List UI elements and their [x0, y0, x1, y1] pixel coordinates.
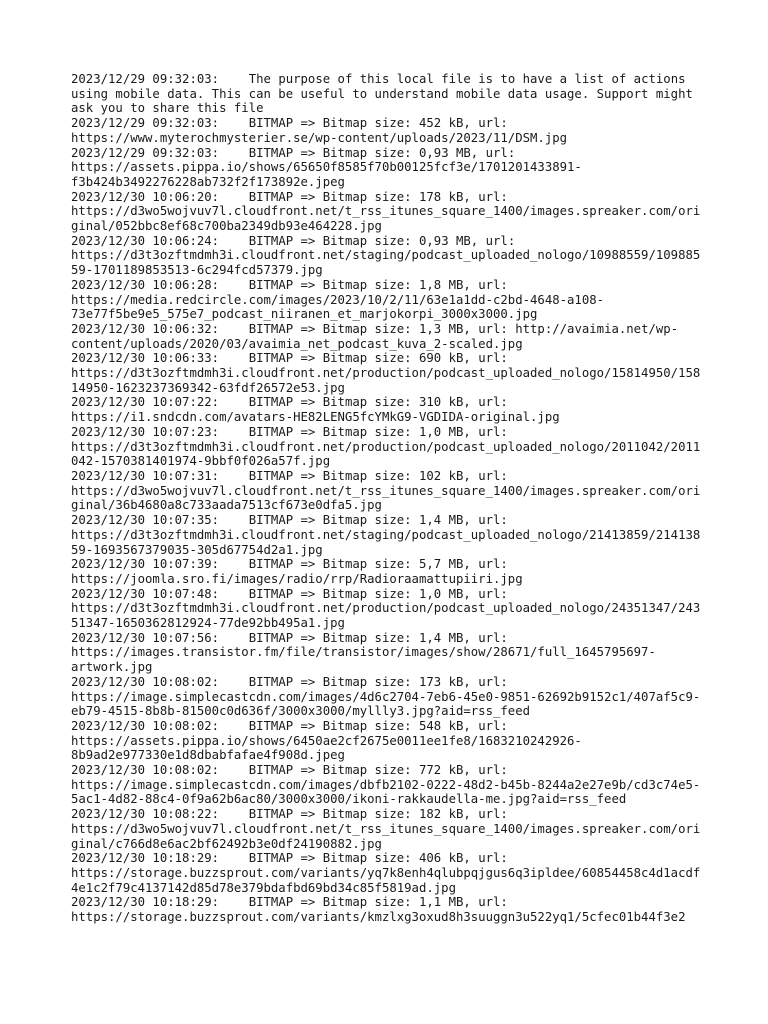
log-timestamp: 2023/12/30 10:06:33:: [71, 351, 220, 366]
log-timestamp: 2023/12/30 10:07:56:: [71, 630, 220, 645]
log-entry: [71, 763, 701, 807]
log-message: BITMAP => Bitmap size: 1,8 MB, url: https://media.redcircle.com/images/2023/10/2/11/63e1a1dd-c2bd-4648-a108-73e77f5be9e5_575e7_podcast_niiranen_et_marjokorpi_3000x3000.jpg: [71, 277, 605, 322]
log-entry: [71, 631, 701, 675]
log-separator: [219, 234, 249, 248]
log-message: BITMAP => Bitmap size: 178 kB, url: https://d3wo5wojvuv7l.cloudfront.net/t_rss_itunes_square_1400/images.spreaker.com/original/052bbc8ef68c700ba2349db93e464228.jpg: [71, 189, 701, 234]
log-entry: [71, 351, 701, 395]
log-entry: [71, 469, 701, 513]
log-separator: [219, 513, 249, 527]
log-timestamp: 2023/12/30 10:18:29:: [71, 851, 220, 866]
log-entry: [71, 190, 701, 234]
log-timestamp: 2023/12/30 10:06:28:: [71, 277, 220, 292]
log-timestamp: 2023/12/30 10:18:29:: [71, 895, 220, 910]
log-message: The purpose of this local file is to have a list of actions using mobile data. This can be useful to understand mobile data usage. Support might ask you to share this file: [71, 72, 701, 116]
log-separator: [219, 763, 249, 777]
log-message: BITMAP => Bitmap size: 102 kB, url: https://d3wo5wojvuv7l.cloudfront.net/t_rss_itunes_square_1400/images.spreaker.com/original/36b4680a8c733aada7513cf673e0dfa5.jpg: [71, 468, 701, 513]
log-message: BITMAP => Bitmap size: 0,93 MB, url: https://d3t3ozftmdmh3i.cloudfront.net/staging/podcast_uploaded_nologo/10988559/10988559-1701189853513-6c294fcd57379.jpg: [71, 233, 701, 278]
log-separator: [219, 278, 249, 292]
log-entry: [71, 116, 701, 145]
log-message: BITMAP => Bitmap size: 5,7 MB, url: https://joomla.sro.fi/images/radio/rrp/Radioraamattupiiri.jpg: [71, 557, 523, 586]
log-separator: [219, 351, 249, 365]
log-timestamp: 2023/12/30 10:07:22:: [71, 395, 220, 410]
log-separator: [219, 719, 249, 733]
log-separator: [219, 895, 249, 909]
log-timestamp: 2023/12/30 10:06:20:: [71, 189, 220, 204]
log-timestamp: 2023/12/30 10:07:39:: [71, 557, 220, 572]
log-timestamp: 2023/12/30 10:07:48:: [71, 586, 220, 601]
log-message: BITMAP => Bitmap size: 173 kB, url: https://image.simplecastcdn.com/images/4d6c2704-7eb6-45e0-9851-62692b9152c1/407af5c9-eb79-4515-8b8b-81500c0d636f/3000x3000/myllly3.jpg?aid=rss_feed: [71, 674, 701, 719]
log-entry: [71, 587, 701, 631]
log-timestamp: 2023/12/30 10:07:31:: [71, 468, 220, 483]
log-timestamp: 2023/12/30 10:07:23:: [71, 424, 220, 439]
log-entry: [71, 146, 701, 190]
log-message: BITMAP => Bitmap size: 452 kB, url: https://www.myterochmysterier.se/wp-content/uploads/2023/11/DSM.jpg: [71, 116, 568, 145]
log-separator: [219, 425, 249, 439]
log-timestamp: 2023/12/30 10:07:35:: [71, 513, 220, 528]
log-separator: [219, 395, 249, 409]
log-message: BITMAP => Bitmap size: 1,3 MB, url: http://avaimia.net/wp-content/uploads/2020/03/avaimia_net_podcast_kuva_2-scaled.jpg: [71, 321, 679, 351]
log-file-content: [71, 72, 701, 925]
log-entry: [71, 395, 701, 424]
log-timestamp: 2023/12/29 09:32:03:: [71, 72, 220, 86]
log-separator: [219, 587, 249, 601]
log-message: BITMAP => Bitmap size: 1,4 MB, url: https://d3t3ozftmdmh3i.cloudfront.net/staging/podcast_uploaded_nologo/21413859/21413859-1693567379035-305d67754d2a1.jpg: [71, 513, 701, 557]
log-message: BITMAP => Bitmap size: 406 kB, url: https://storage.buzzsprout.com/variants/yq7k8enh4qlubpqjgus6q3ipldee/60854458c4d1acdf4e1c2f79c4137142d85d78e379bdafbd69bd34c85f5819ad.jpg: [71, 851, 701, 895]
log-entry: [71, 719, 701, 763]
log-message: BITMAP => Bitmap size: 548 kB, url: https://assets.pippa.io/shows/6450ae2cf2675e0011ee1fe8/1683210242926-8b9ad2e977330e1d8dbabfafae4f908d.jpeg: [71, 718, 582, 763]
log-entry: [71, 72, 701, 116]
log-separator: [219, 631, 249, 645]
log-entry: [71, 851, 701, 895]
log-entry: [71, 234, 701, 278]
log-entry: [71, 807, 701, 851]
log-separator: [219, 851, 249, 865]
log-separator: [219, 116, 249, 130]
log-message: BITMAP => Bitmap size: 1,4 MB, url: https://images.transistor.fm/file/transistor/images/show/28671/full_1645795697-artwork.jpg: [71, 630, 656, 675]
log-separator: [219, 469, 249, 483]
log-message: BITMAP => Bitmap size: 0,93 MB, url: https://assets.pippa.io/shows/65650f8585f70b00125fcf3e/1701201433891-f3b424b3492276228ab732f2f173892e.jpeg: [71, 145, 582, 189]
log-timestamp: 2023/12/30 10:06:32:: [71, 321, 220, 336]
log-message: BITMAP => Bitmap size: 690 kB, url: https://d3t3ozftmdmh3i.cloudfront.net/production/podcast_uploaded_nologo/15814950/15814950-1623237369342-63fdf26572e53.jpg: [71, 351, 701, 395]
log-timestamp: 2023/12/30 10:06:24:: [71, 233, 220, 248]
log-separator: [219, 190, 249, 204]
log-message: BITMAP => Bitmap size: 1,0 MB, url: https://d3t3ozftmdmh3i.cloudfront.net/production/podcast_uploaded_nologo/2011042/2011042-1570381401974-9bbf0f026a57f.jpg: [71, 424, 701, 469]
log-separator: [219, 72, 249, 86]
log-separator: [219, 675, 249, 689]
log-message: BITMAP => Bitmap size: 310 kB, url: https://i1.sndcdn.com/avatars-HE82LENG5fcYMkG9-VGDIDA-original.jpg: [71, 395, 560, 425]
log-entry: [71, 895, 701, 924]
log-timestamp: 2023/12/30 10:08:02:: [71, 674, 220, 689]
log-entry: [71, 557, 701, 586]
log-timestamp: 2023/12/30 10:08:22:: [71, 807, 220, 822]
log-separator: [219, 557, 249, 571]
log-entry: [71, 278, 701, 322]
log-separator: [219, 322, 249, 336]
log-message: BITMAP => Bitmap size: 182 kB, url: https://d3wo5wojvuv7l.cloudfront.net/t_rss_itunes_square_1400/images.spreaker.com/original/c766d8e6ac2bf62492b3e0df24190882.jpg: [71, 807, 701, 851]
log-entry: [71, 322, 701, 351]
log-timestamp: 2023/12/29 09:32:03:: [71, 145, 220, 160]
log-entry: [71, 675, 701, 719]
log-separator: [219, 807, 249, 821]
log-entry: [71, 425, 701, 469]
log-separator: [219, 146, 249, 160]
log-timestamp: 2023/12/30 10:08:02:: [71, 763, 220, 778]
log-timestamp: 2023/12/29 09:32:03:: [71, 116, 220, 131]
log-message: BITMAP => Bitmap size: 772 kB, url: https://image.simplecastcdn.com/images/dbfb2102-0222-48d2-b45b-8244a2e27e9b/cd3c74e5-5ac1-4d82-88c4-0f9a62b6ac80/3000x3000/ikoni-rakkaudella-me.jpg?aid=rss_feed: [71, 763, 701, 807]
log-message: BITMAP => Bitmap size: 1,0 MB, url: https://d3t3ozftmdmh3i.cloudfront.net/production/podcast_uploaded_nologo/24351347/24351347-1650362812924-77de92bb495a1.jpg: [71, 586, 701, 631]
log-timestamp: 2023/12/30 10:08:02:: [71, 718, 220, 733]
log-message: BITMAP => Bitmap size: 1,1 MB, url: https://storage.buzzsprout.com/variants/kmzlxg3oxud8h3suuggn3u522yq1/5cfec01b44f3e2: [71, 895, 686, 925]
log-entry: [71, 513, 701, 557]
